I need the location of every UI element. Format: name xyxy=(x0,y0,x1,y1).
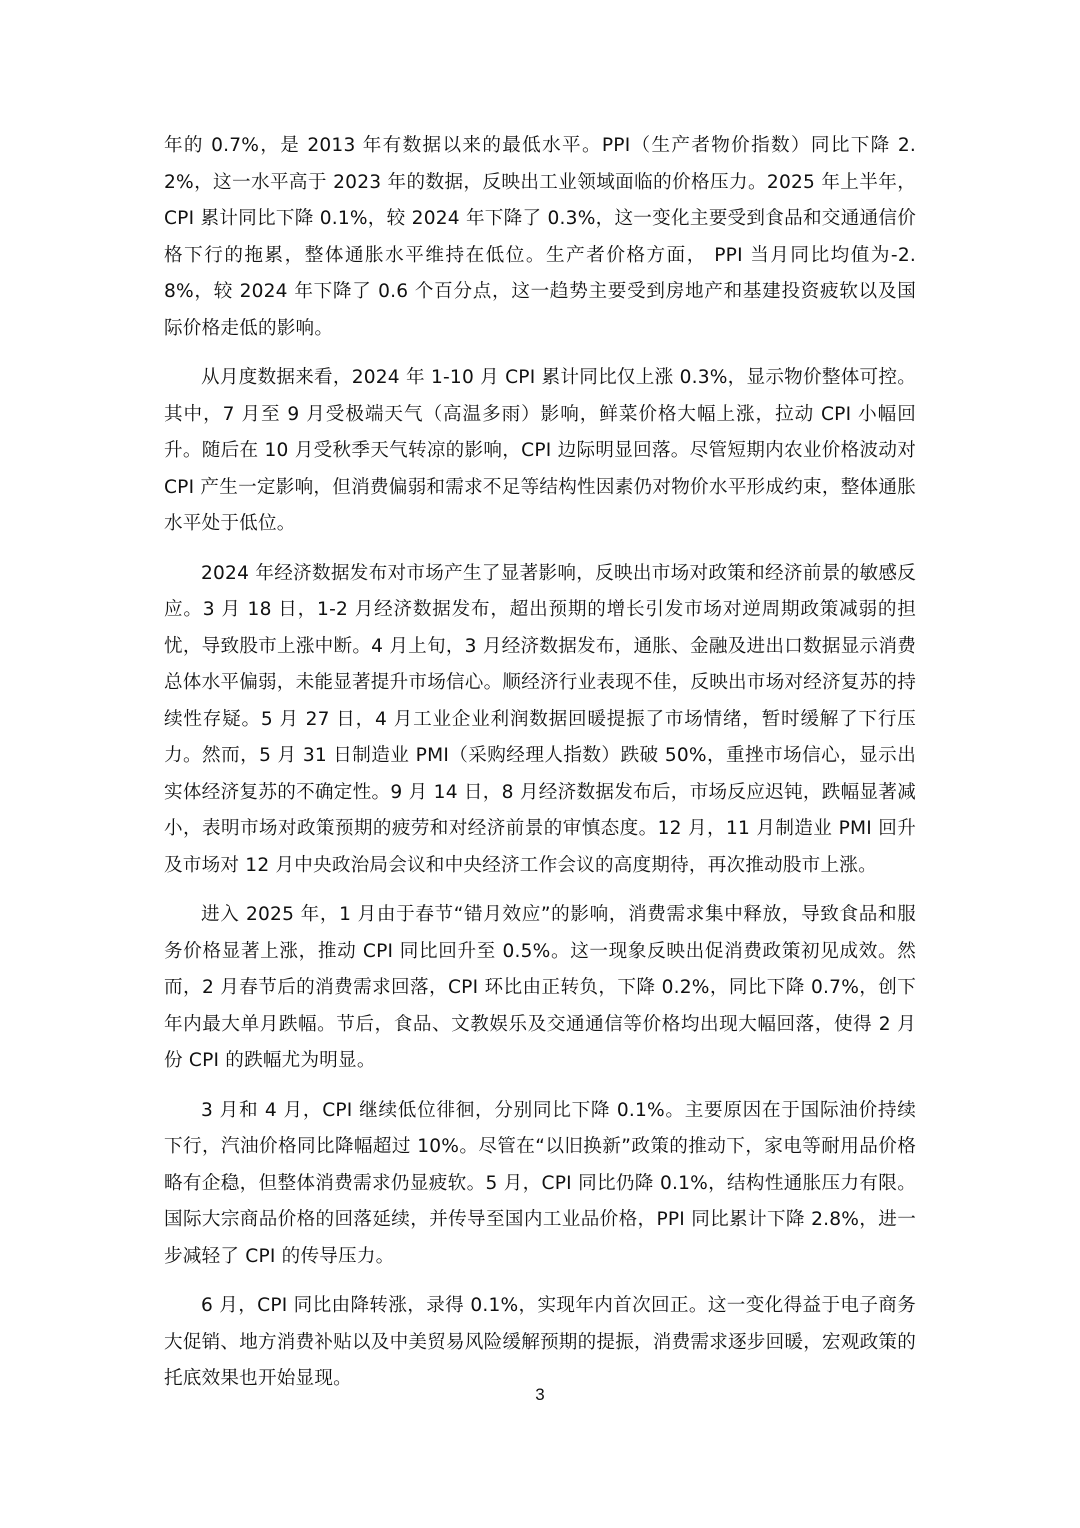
paragraph-june: 6 月，CPI 同比由降转涨，录得 0.1%，实现年内首次回正。这一变化得益于电子商务大促销、地方消费补贴以及中美贸易风险缓解预期的提振，消费需求逐步回暖，宏观政策的托底效果也开始显现。 xyxy=(164,1295,916,1389)
page-number: 3 xyxy=(535,1385,545,1404)
document-body xyxy=(164,128,916,1411)
paragraph-monthly-data: 从月度数据来看，2024 年 1-10 月 CPI 累计同比仅上涨 0.3%，显示物价整体可控。其中，7 月至 9 月受极端天气（高温多雨）影响，鲜菜价格大幅上涨，拉动 CPI 小幅回升。随后在 10 月受秋季天气转凉的影响，CPI 边际明显回落。尽管短期内农业价格波动对 CPI 产生一定影响，但消费偏弱和需求不足等结构性因素仍对物价水平形成约束，整体通胀水平处于低位。 xyxy=(164,367,916,534)
paragraph-economic-data-release: 2024 年经济数据发布对市场产生了显著影响，反映出市场对政策和经济前景的敏感反应。3 月 18 日，1-2 月经济数据发布，超出预期的增长引发市场对逆周期政策减弱的担忧，导致股市上涨中断。4 月上旬，3 月经济数据发布，通胀、金融及进出口数据显示消费总体水平偏弱，未能显著提升市场信心。顺经济行业表现不佳，反映出市场对经济复苏的持续性存疑。5 月 27 日，4 月工业企业利润数据回暖提振了市场情绪，暂时缓解了下行压力。然而，5 月 31 日制造业 PMI（采购经理人指数）跌破 50%，重挫市场信心，显示出实体经济复苏的不确定性。9 月 14 日，8 月经济数据发布后，市场反应迟钝，跌幅显著减小，表明市场对政策预期的疲劳和对经济前景的审慎态度。12 月，11 月制造业 PMI 回升及市场对 12 月中央政治局会议和中央经济工作会议的高度期待，再次推动股市上涨。 xyxy=(164,562,916,876)
paragraph-2025-january-february: 进入 2025 年，1 月由于春节“错月效应”的影响，消费需求集中释放，导致食品和服务价格显著上涨，推动 CPI 同比回升至 0.5%。这一现象反映出促消费政策初见成效。然而，2 月春节后的消费需求回落，CPI 环比由正转负，下降 0.2%，同比下降 0.7%，创下年内最大单月跌幅。节后，食品、文教娱乐及交通通信等价格均出现大幅回落，使得 2 月份 CPI 的跌幅尤为明显。 xyxy=(164,904,916,1071)
paragraph-march-may: 3 月和 4 月，CPI 继续低位徘徊，分别同比下降 0.1%。主要原因在于国际油价持续下行，汽油价格同比降幅超过 10%。尽管在“以旧换新”政策的推动下，家电等耐用品价格略有企稳，但整体消费需求仍显疲软。5 月，CPI 同比仍降 0.1%，结构性通胀压力有限。国际大宗商品价格的回落延续，并传导至国内工业品价格，PPI 同比累计下降 2.8%，进一步减轻了 CPI 的传导压力。 xyxy=(164,1099,916,1267)
paragraph-continuation: 年的 0.7%，是 2013 年有数据以来的最低水平。PPI（生产者物价指数）同比下降 2.2%，这一水平高于 2023 年的数据，反映出工业领域面临的价格压力。2025 年上半年，CPI 累计同比下降 0.1%，较 2024 年下降了 0.3%，这一变化主要受到食品和交通通信价格下行的拖累，整体通胀水平维持在低位。生产者价格方面， PPI 当月同比均值为-2.8%，较 2024 年下降了 0.6 个百分点，这一趋势主要受到房地产和基建投资疲软以及国际价格走低的影响。 xyxy=(164,135,916,339)
